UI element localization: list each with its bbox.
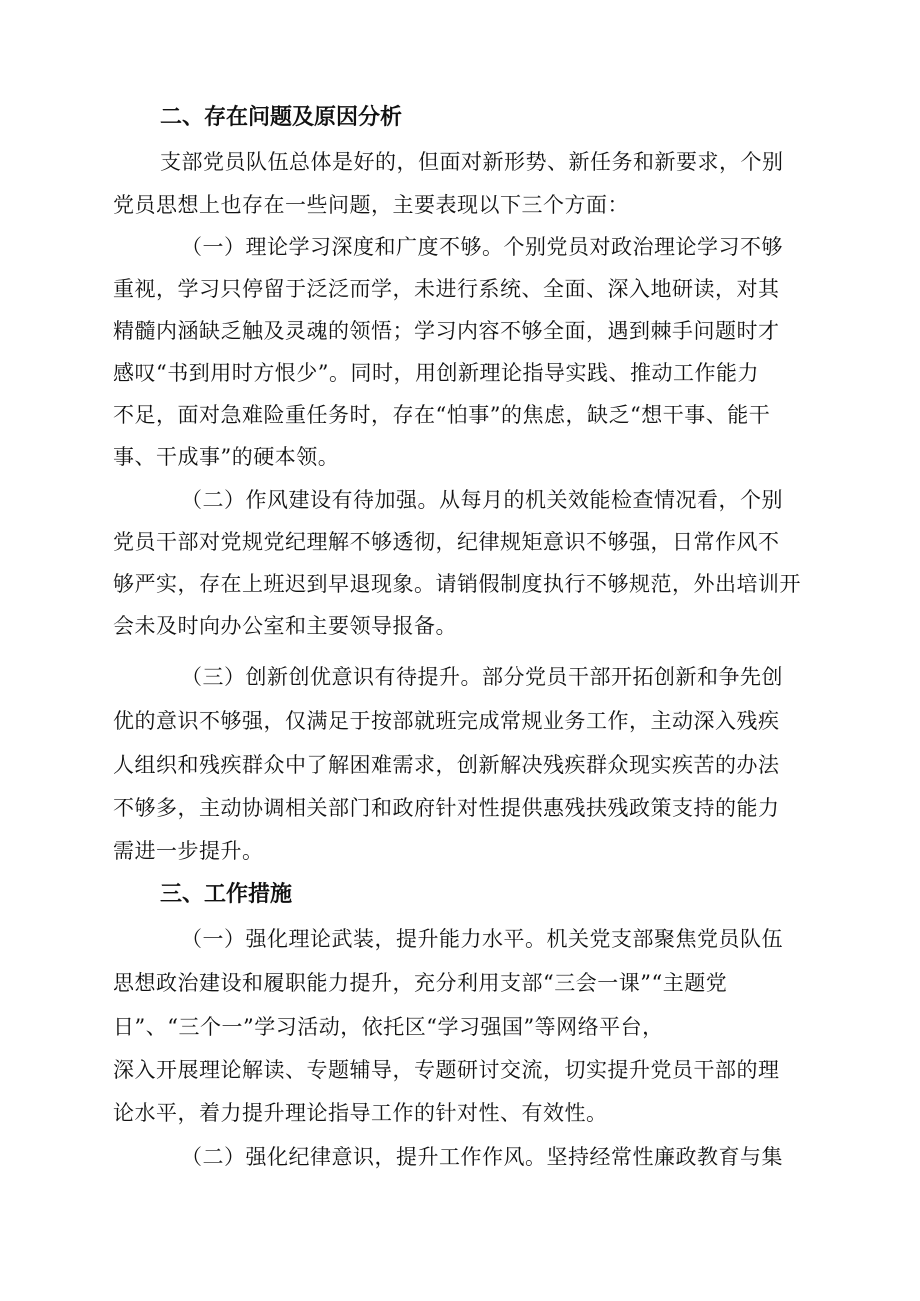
paragraph-line: 日”、“三个一”学习活动，依托区“学习强国”等网络平台， xyxy=(113,1015,664,1039)
paragraph-line: （一）理论学习深度和广度不够。个别党员对政治理论学习不够 xyxy=(181,235,783,259)
paragraph-line: （二）强化纪律意识，提升工作作风。坚持经常性廉政教育与集 xyxy=(181,1145,783,1169)
paragraph-line: 够严实，存在上班迟到早退现象。请销假制度执行不够规范，外出培训开 xyxy=(113,572,801,596)
paragraph-line: （三）创新创优意识有待提升。部分党员干部开拓创新和争先创 xyxy=(181,665,783,689)
paragraph-line: 优的意识不够强，仅满足于按部就班完成常规业务工作，主动深入残疾 xyxy=(113,709,780,733)
paragraph-line: 需进一步提升。 xyxy=(113,839,264,863)
paragraph-line: 会未及时向办公室和主要领导报备。 xyxy=(113,614,457,638)
paragraph-line: 不足，面对急难险重任务时，存在“怕事”的焦虑，缺乏“想干事、能干 xyxy=(113,403,771,427)
paragraph-line: 思想政治建设和履职能力提升，充分利用支部“三会一课”“主题党 xyxy=(113,971,728,995)
paragraph-line: 精髓内涵缺乏触及灵魂的领悟；学习内容不够全面，遇到棘手问题时才 xyxy=(113,319,780,343)
paragraph-line: 不够多，主动协调相关部门和政府针对性提供惠残扶残政策支持的能力 xyxy=(113,796,780,820)
paragraph-line: 支部党员队伍总体是好的，但面对新形势、新任务和新要求，个别 xyxy=(160,150,784,174)
section-heading-problems: 二、存在问题及原因分析 xyxy=(160,105,403,130)
paragraph-line: （二）作风建设有待加强。从每月的机关效能检查情况看，个别 xyxy=(181,488,783,512)
paragraph-line: 党员思想上也存在一些问题，主要表现以下三个方面： xyxy=(113,193,629,217)
paragraph-line: 事、干成事”的硬本领。 xyxy=(113,445,340,469)
paragraph-line: 深入开展理论解读、专题辅导，专题研讨交流，切实提升党员干部的理 xyxy=(113,1058,780,1082)
paragraph-line: 感叹“书到用时方恨少”。同时，用创新理论指导实践、推动工作能力 xyxy=(113,361,759,385)
paragraph-line: 党员干部对党规党纪理解不够透彻，纪律规矩意识不够强，日常作风不 xyxy=(113,530,780,554)
paragraph-line: 人组织和残疾群众中了解困难需求，创新解决残疾群众现实疾苦的办法 xyxy=(113,753,780,777)
section-heading-measures: 三、工作措施 xyxy=(160,882,293,907)
paragraph-line: 重视，学习只停留于泛泛而学，未进行系统、全面、深入地研读，对其 xyxy=(113,277,780,301)
paragraph-line: （一）强化理论武装，提升能力水平。机关党支部聚焦党员队伍 xyxy=(181,927,783,951)
paragraph-line: 论水平，着力提升理论指导工作的针对性、有效性。 xyxy=(113,1101,608,1125)
